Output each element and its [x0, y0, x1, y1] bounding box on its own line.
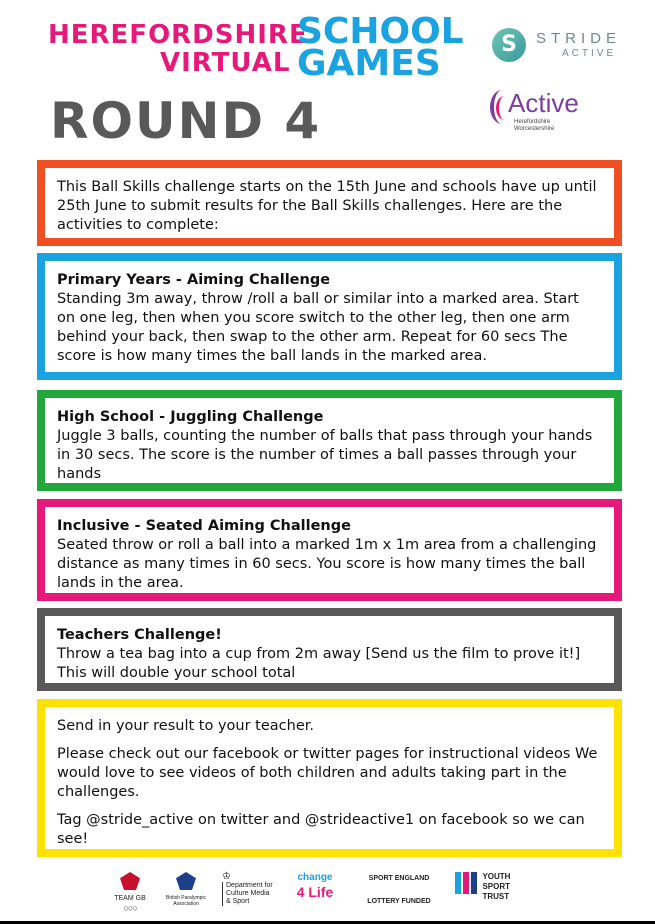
active-logo — [490, 88, 590, 134]
teachers-heading: Teachers Challenge! — [57, 627, 222, 643]
inclusive-body: Seated throw or roll a ball into a marked 1m x 1m area from a challenging distance as many times in 60 secs. You score is how many times the ball lands in the area. — [57, 537, 597, 591]
paralympic-label: British Paralympic Association — [165, 895, 206, 907]
title-herefordshire: HEREFORDSHIRE — [48, 20, 308, 50]
lottery-funded-label: LOTTERY FUNDED — [367, 898, 431, 905]
sport-england-label: SPORT ENGLAND — [368, 875, 430, 882]
teachers-body: Throw a tea bag into a cup from 2m away [Send us the film to prove it!] This will double your school total — [57, 646, 581, 681]
title-virtual: VIRTUAL — [160, 48, 291, 78]
lion-icon — [120, 872, 140, 890]
change4life-top: change — [297, 872, 333, 883]
yst-label: YOUTH SPORT TRUST — [482, 872, 511, 901]
primary-challenge-box — [37, 253, 622, 380]
title-games: GAMES — [297, 43, 441, 84]
stride-active-logo — [492, 28, 632, 68]
intro-text: This Ball Skills challenge starts on the 15th June and schools have up until 25th June to submit results for the Ball Skills challenges. Here are the activities to complete: — [57, 179, 597, 233]
title-school: SCHOOL — [297, 11, 464, 52]
dcms-label: Department for Culture Media & Sport — [222, 882, 276, 906]
intro-box — [37, 160, 622, 246]
olympic-rings-icon: ○○○ — [123, 903, 137, 913]
send-results-box — [37, 699, 622, 857]
primary-body: Standing 3m away, throw /roll a ball or similar into a marked area. Start on one leg, then when you score switch to the other leg, then one arm behind your back, then swap to the other arm. Repeat for 60 secs The score is how many times the ball lands in the marked area. — [57, 291, 579, 364]
send-p2: Please check out our facebook or twitter pages for instructional videos We would love to see videos of both children and adults taking part in the challenges. — [57, 746, 598, 800]
active-logo-sub2: Worcestershire — [514, 126, 555, 132]
team-gb-logo — [108, 872, 152, 916]
high-body: Juggle 3 balls, counting the number of balls that pass through your hands in 30 secs. The score is the number of times a ball passes through your hands — [57, 428, 593, 482]
primary-heading: Primary Years - Aiming Challenge — [57, 272, 331, 288]
send-p1: Send in your result to your teacher. — [57, 718, 314, 734]
yst-figure-icon — [463, 872, 469, 894]
inclusive-challenge-box — [37, 499, 622, 601]
team-gb-label: TEAM GB — [114, 895, 146, 902]
yst-figure-icon — [471, 872, 477, 894]
paralympic-lion-icon — [176, 872, 196, 890]
paralympic-logo — [164, 872, 208, 916]
high-heading: High School - Juggling Challenge — [57, 409, 324, 425]
stride-logo-word: STRIDE — [536, 30, 622, 47]
sport-england-logo — [358, 872, 440, 916]
stride-logo-sub: ACTIVE — [562, 48, 617, 59]
crest-icon: ♔ — [222, 871, 231, 882]
round-title: ROUND 4 — [50, 92, 322, 150]
yst-figure-icon — [455, 872, 461, 894]
inclusive-heading: Inclusive - Seated Aiming Challenge — [57, 518, 351, 534]
send-p3: Tag @stride_active on twitter and @strideactive1 on facebook so we can see! — [57, 812, 585, 847]
active-logo-sub1: Herefordshire — [514, 119, 551, 125]
teachers-challenge-box — [37, 608, 622, 691]
active-logo-word: Active — [508, 88, 579, 118]
stride-s-icon: S — [492, 28, 526, 62]
high-school-challenge-box — [37, 390, 622, 491]
dcms-logo — [222, 872, 276, 916]
change4life-logo — [290, 872, 340, 916]
youth-sport-trust-logo — [454, 872, 550, 916]
change4life-bottom: 4 Life — [296, 884, 334, 900]
